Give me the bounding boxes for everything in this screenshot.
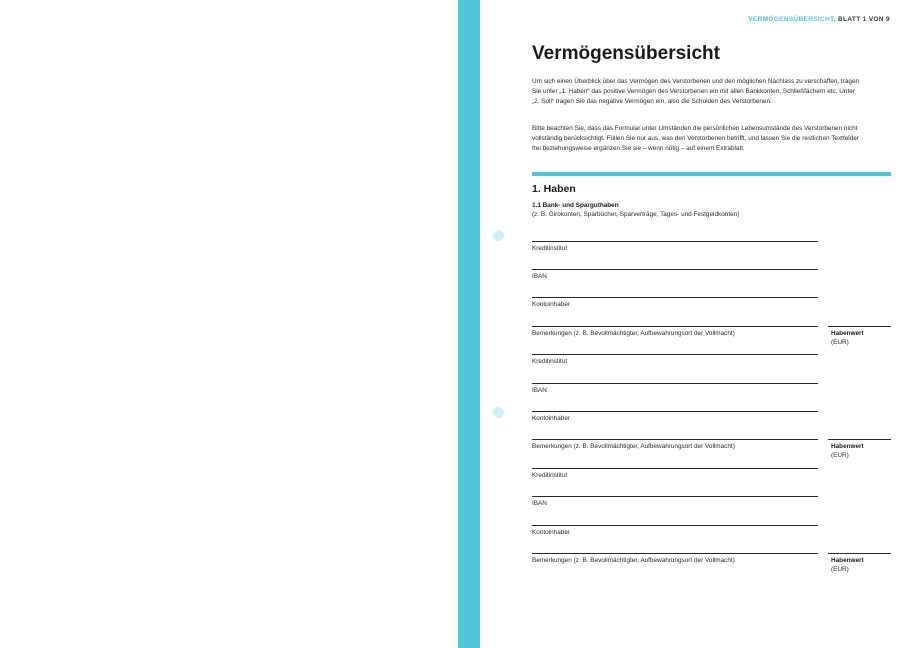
- value-unit-1: (EUR): [831, 339, 849, 346]
- institute-field-3[interactable]: [532, 468, 818, 469]
- punch-hole-top: [493, 230, 504, 241]
- value-field-2[interactable]: [828, 439, 891, 440]
- remarks-label-3: Bemerkungen (z. B. Bevollmächtigter, Aufbewahrungsort der Vollmacht): [532, 557, 735, 564]
- value-field-1[interactable]: [828, 326, 891, 327]
- institute-label-3: Kreditinstitut: [532, 472, 568, 479]
- holder-label-3: Kontoinhaber: [532, 529, 571, 536]
- iban-field-3[interactable]: [532, 496, 818, 497]
- holder-field-2[interactable]: [532, 411, 818, 412]
- value-unit-3: (EUR): [831, 566, 849, 573]
- remarks-field-2[interactable]: [532, 439, 818, 440]
- institute-label-1: Kreditinstitut: [532, 245, 568, 252]
- value-label-3: Habenwert: [831, 557, 864, 564]
- section-heading: 1. Haben: [532, 183, 576, 195]
- value-label-1: Habenwert: [831, 330, 864, 337]
- iban-field-1[interactable]: [532, 269, 818, 270]
- holder-field-1[interactable]: [532, 297, 818, 298]
- subsection-heading: 1.1 Bank- und Sparguthaben: [532, 202, 619, 209]
- remarks-field-1[interactable]: [532, 326, 818, 327]
- remarks-field-3[interactable]: [532, 553, 818, 554]
- intro-paragraph-2: Bitte beachten Sie, dass das Formular unter Umständen die persönlichen Lebensumstände des Verstorbenen nicht vollständig berücksichtigt. Füllen Sie nur aus, was den Verstorbenen betrifft, und lassen Sie die restlichen Textfelder frei beziehungsweise ergänzen Sie sie – wenn nötig – auf einem Extrablatt.: [532, 125, 859, 152]
- holder-label-2: Kontoinhaber: [532, 415, 571, 422]
- subsection-hint: (z. B. Girokonten, Sparbücher, Sparverträge, Tages- und Festgeldkonten): [532, 211, 740, 218]
- value-unit-2: (EUR): [831, 452, 849, 459]
- holder-field-3[interactable]: [532, 525, 818, 526]
- institute-field-1[interactable]: [532, 241, 818, 242]
- header-sheet-number: BLATT 1 VON 9: [838, 16, 890, 23]
- institute-label-2: Kreditinstitut: [532, 358, 568, 365]
- binding-spine: [458, 0, 480, 648]
- iban-label-1: IBAN: [532, 273, 547, 280]
- remarks-label-2: Bemerkungen (z. B. Bevollmächtigter, Aufbewahrungsort der Vollmacht): [532, 443, 735, 450]
- iban-label-3: IBAN: [532, 500, 547, 507]
- value-label-2: Habenwert: [831, 443, 864, 450]
- holder-label-1: Kontoinhaber: [532, 301, 571, 308]
- section-divider: [532, 172, 891, 176]
- punch-hole-bottom: [493, 407, 504, 418]
- intro-paragraph-1: Um sich einen Überblick über das Vermögen des Verstorbenen und den möglichen Nachlass zu verschaffen, tragen Sie unter „1. Haben“ das positive Vermögen des Verstorbenen ein mit allen Bankkonten, Schließfächern etc. Unter „2. Soll“ tragen Sie das negative Vermögen ein, also die Schulden des Verstorbenen.: [532, 78, 860, 105]
- header-document-name: VERMÖGENSÜBERSICHT,: [748, 16, 836, 23]
- page-title: Vermögensübersicht: [532, 43, 720, 64]
- value-field-3[interactable]: [828, 553, 891, 554]
- running-header: [748, 16, 890, 23]
- iban-field-2[interactable]: [532, 383, 818, 384]
- iban-label-2: IBAN: [532, 387, 547, 394]
- remarks-label-1: Bemerkungen (z. B. Bevollmächtigter, Aufbewahrungsort der Vollmacht): [532, 330, 735, 337]
- institute-field-2[interactable]: [532, 354, 818, 355]
